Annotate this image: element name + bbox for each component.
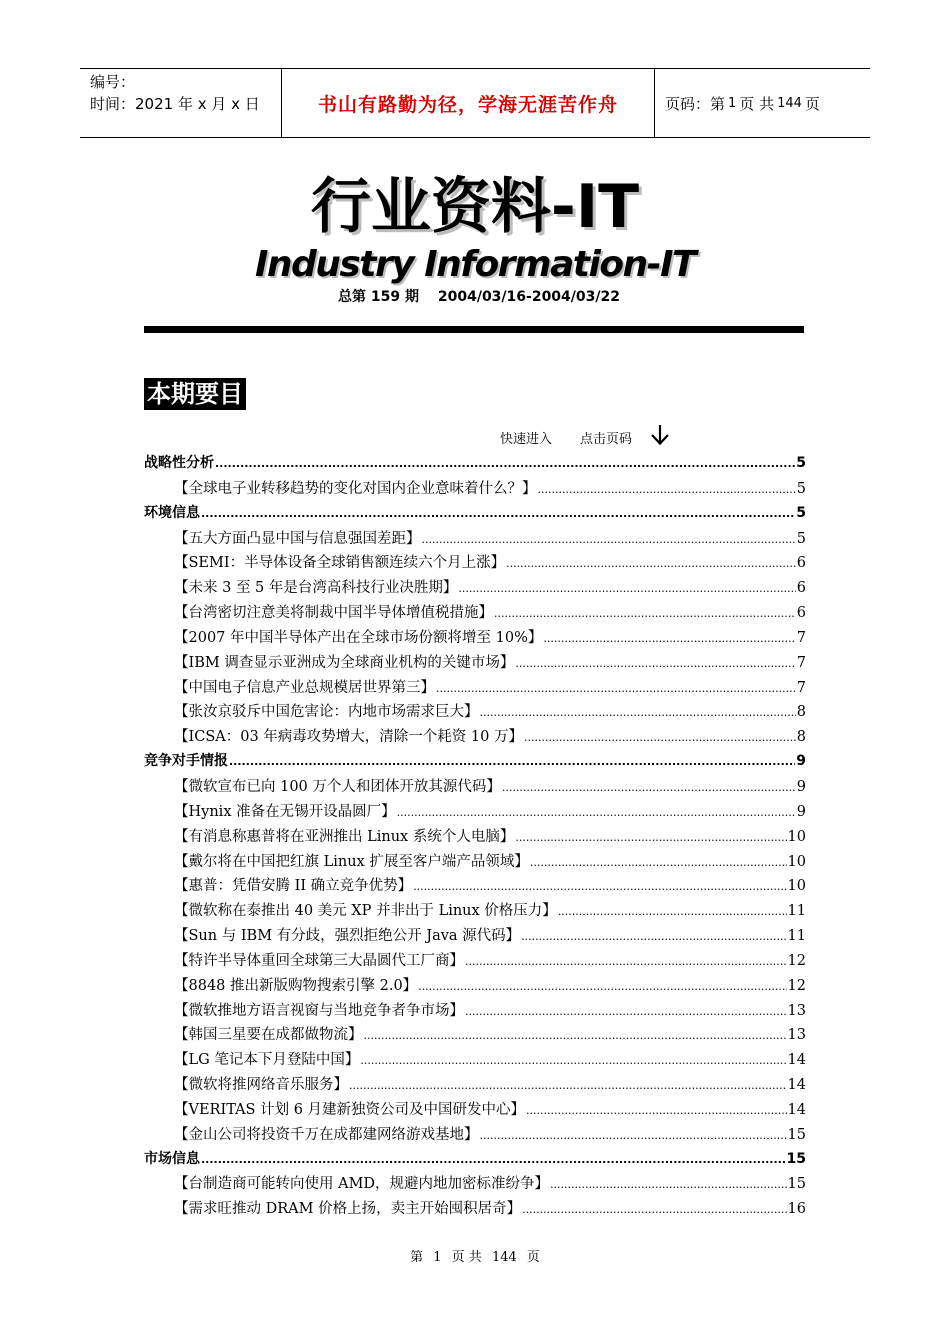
- issue-number: 总第 159 期: [338, 289, 419, 305]
- toc-page-number[interactable]: 11: [787, 928, 806, 945]
- toc-page-number[interactable]: 6: [796, 580, 806, 597]
- toc-page-number[interactable]: 14: [787, 1052, 806, 1069]
- toc-entry-title: 【五大方面凸显中国与信息强国差距】: [174, 530, 421, 547]
- toc-leader-dots: [524, 731, 796, 744]
- toc-entry-link[interactable]: [144, 974, 806, 999]
- toc-entry-title: 【IBM 调查显示亚洲成为全球商业机构的关键市场】: [174, 654, 515, 671]
- toc-leader-dots: [215, 457, 795, 470]
- document-time-label: 时间：2021 年 x 月 x 日: [90, 95, 260, 113]
- toc-page-number[interactable]: 16: [787, 1201, 806, 1218]
- toc-leader-dots: [538, 483, 796, 496]
- toc-page-number[interactable]: 14: [787, 1077, 806, 1094]
- toc-page-number[interactable]: 15: [787, 1126, 806, 1143]
- toc-page-number[interactable]: 5: [796, 504, 806, 521]
- toc-entry-title: 【韩国三星要在成都做物流】: [174, 1027, 363, 1044]
- toc-page-number[interactable]: 7: [796, 654, 806, 671]
- toc-entry-title: 【中国电子信息产业总规模居世界第三】: [174, 679, 435, 696]
- toc-entry-title: 环境信息: [144, 504, 200, 521]
- toc-page-number[interactable]: 14: [787, 1101, 806, 1118]
- toc-page-number[interactable]: 13: [787, 1002, 806, 1019]
- header-page-total: 144: [777, 95, 802, 111]
- toc-page-number[interactable]: 12: [787, 977, 806, 994]
- toc-entry-link[interactable]: [144, 874, 806, 899]
- toc-entry-link[interactable]: [144, 999, 806, 1024]
- toc-entry-title: 战略性分析: [144, 455, 214, 471]
- arrow-down-icon: [650, 424, 670, 446]
- toc-section-link[interactable]: [144, 750, 806, 775]
- toc-entry-link[interactable]: [144, 551, 806, 576]
- toc-leader-dots: [458, 582, 795, 595]
- section-title: 本期要目: [144, 378, 246, 410]
- toc-entry-title: 市场信息: [144, 1150, 200, 1167]
- toc-page-number[interactable]: 6: [796, 555, 806, 572]
- toc-entry-link[interactable]: [144, 1172, 806, 1197]
- header-page-info: [655, 69, 870, 137]
- toc-entry-link[interactable]: [144, 477, 806, 502]
- toc-entry-title: 【ICSA：03 年病毒攻势增大，清除一个耗资 10 万】: [174, 729, 523, 746]
- toc-page-number[interactable]: 15: [786, 1150, 806, 1167]
- document-subtitle: Industry Information-IT: [254, 244, 696, 285]
- toc-entry-title: 【2007 年中国半导体产出在全球市场份额将增至 10%】: [174, 629, 543, 646]
- toc-entry-title: 【金山公司将投资千万在成都建网络游戏基地】: [174, 1126, 479, 1143]
- toc-entry-title: 【台制造商可能转向使用 AMD，规避内地加密标准纷争】: [174, 1176, 550, 1193]
- toc-leader-dots: [465, 955, 787, 968]
- toc-entry-title: 【微软将推网络音乐服务】: [174, 1077, 348, 1094]
- page-header: [80, 68, 870, 138]
- toc-leader-dots: [397, 806, 796, 819]
- footer-mid: 页 共: [451, 1250, 482, 1265]
- toc-page-number[interactable]: 9: [796, 778, 806, 795]
- toc-leader-dots: [515, 657, 795, 670]
- toc-page-number[interactable]: 10: [787, 878, 806, 895]
- toc-entry-link[interactable]: [144, 949, 806, 974]
- toc-entry-link[interactable]: [144, 700, 806, 725]
- footer-suffix: 页: [526, 1250, 540, 1265]
- toc-leader-dots: [360, 1054, 786, 1067]
- toc-entry-title: 【台湾密切注意美将制裁中国半导体增值税措施】: [174, 605, 493, 622]
- toc-entry-link[interactable]: [144, 800, 806, 825]
- toc-leader-dots: [413, 880, 786, 893]
- toc-leader-dots: [436, 682, 796, 695]
- quick-access-label: 快速进入: [500, 432, 553, 447]
- toc-page-number[interactable]: 5: [796, 455, 806, 471]
- toc-leader-dots: [465, 1005, 787, 1018]
- toc-entry-title: 【张汝京驳斥中国危害论：内地市场需求巨大】: [174, 704, 479, 721]
- toc-entry-title: 【VERITAS 计划 6 月建新独资公司及中国研发中心】: [174, 1101, 526, 1118]
- toc-page-number[interactable]: 15: [787, 1176, 806, 1193]
- document-number-label: 编号：: [90, 73, 136, 91]
- toc-entry-link[interactable]: [144, 1098, 806, 1123]
- toc-page-number[interactable]: 7: [796, 679, 806, 696]
- toc-leader-dots: [480, 1129, 787, 1142]
- quick-access-hint: 点击页码: [580, 432, 633, 447]
- page-footer: [0, 1246, 950, 1265]
- toc-entry-title: 【Hynix 准备在无锡开设晶圆厂】: [174, 803, 396, 820]
- header-meta: [80, 69, 282, 137]
- toc-entry-link[interactable]: [144, 1023, 806, 1048]
- toc-entry-link[interactable]: [144, 651, 806, 676]
- table-of-contents: [144, 452, 806, 1222]
- toc-page-number[interactable]: 6: [796, 605, 806, 622]
- toc-leader-dots: [480, 706, 796, 719]
- toc-entry-title: 【需求旺推动 DRAM 价格上扬，卖主开始囤积居奇】: [174, 1201, 522, 1218]
- toc-page-number[interactable]: 12: [787, 952, 806, 969]
- toc-page-number[interactable]: 5: [796, 530, 806, 547]
- issue-dates: 2004/03/16-2004/03/22: [437, 289, 620, 305]
- toc-entry-link[interactable]: [144, 1073, 806, 1098]
- toc-entry-link[interactable]: [144, 676, 806, 701]
- toc-leader-dots: [201, 507, 795, 520]
- toc-entry-link[interactable]: [144, 825, 806, 850]
- toc-leader-dots: [530, 856, 787, 869]
- toc-entry-link[interactable]: [144, 725, 806, 750]
- title-divider: [144, 326, 804, 333]
- toc-leader-dots: [229, 755, 795, 768]
- toc-entry-title: 【戴尔将在中国把红旗 Linux 扩展至客户端产品领域】: [174, 853, 529, 870]
- toc-entry-link[interactable]: [144, 601, 806, 626]
- toc-entry-title: 【Sun 与 IBM 有分歧，强烈拒绝公开 Java 源代码】: [174, 928, 521, 945]
- toc-page-number[interactable]: 11: [787, 903, 806, 920]
- toc-entry-link[interactable]: [144, 899, 806, 924]
- toc-entry-link[interactable]: [144, 850, 806, 875]
- toc-page-number[interactable]: 9: [796, 753, 806, 770]
- toc-leader-dots: [418, 980, 786, 993]
- toc-leader-dots: [521, 930, 786, 943]
- toc-section-link[interactable]: [144, 1148, 806, 1173]
- quick-access: [500, 428, 670, 447]
- footer-total-pages: 144: [491, 1250, 517, 1265]
- toc-page-number[interactable]: 7: [796, 629, 806, 646]
- toc-entry-title: 【SEMI：半导体设备全球销售额连续六个月上涨】: [174, 555, 506, 572]
- toc-entry-title: 【特许半导体重回全球第三大晶圆代工厂商】: [174, 952, 464, 969]
- toc-page-number[interactable]: 8: [796, 729, 806, 746]
- toc-entry-link[interactable]: [144, 527, 806, 552]
- toc-leader-dots: [422, 533, 796, 546]
- toc-entry-link[interactable]: [144, 775, 806, 800]
- toc-entry-title: 竞争对手情报: [144, 753, 228, 770]
- toc-page-number[interactable]: 5: [796, 480, 806, 497]
- toc-entry-link[interactable]: [144, 924, 806, 949]
- toc-entry-link[interactable]: [144, 576, 806, 601]
- toc-entry-title: 【8848 推出新版购物搜索引擎 2.0】: [174, 977, 418, 994]
- toc-leader-dots: [201, 1153, 786, 1166]
- toc-entry-link[interactable]: [144, 1123, 806, 1148]
- toc-entry-link[interactable]: [144, 626, 806, 651]
- toc-entry-title: 【微软推地方语言视窗与当地竞争者争市场】: [174, 1002, 464, 1019]
- toc-leader-dots: [526, 1104, 787, 1117]
- toc-entry-title: 【惠普：凭借安腾 II 确立竞争优势】: [174, 878, 413, 895]
- toc-leader-dots: [494, 607, 796, 620]
- document-title: 行业资料-IT: [310, 172, 640, 242]
- header-motto: 书山有路勤为径，学海无涯苦作舟: [282, 69, 655, 137]
- toc-leader-dots: [543, 632, 795, 645]
- toc-section-link[interactable]: [144, 502, 806, 527]
- header-page-mid: 页 共: [739, 94, 775, 113]
- toc-entry-link[interactable]: [144, 1048, 806, 1073]
- toc-entry-title: 【未来 3 至 5 年是台湾高科技行业决胜期】: [174, 580, 458, 597]
- issue-info: [338, 286, 620, 306]
- toc-section-link[interactable]: [144, 452, 806, 477]
- toc-entry-title: 【微软宣布已向 100 万个人和团体开放其源代码】: [174, 778, 501, 795]
- toc-page-number[interactable]: 8: [796, 704, 806, 721]
- toc-leader-dots: [522, 1203, 786, 1216]
- toc-leader-dots: [364, 1029, 787, 1042]
- toc-page-number[interactable]: 10: [787, 828, 806, 845]
- toc-entry-title: 【微软称在泰推出 40 美元 XP 并非出于 Linux 价格压力】: [174, 903, 557, 920]
- toc-entry-link[interactable]: [144, 1197, 806, 1222]
- toc-leader-dots: [515, 831, 786, 844]
- toc-leader-dots: [558, 905, 787, 918]
- toc-leader-dots: [502, 781, 796, 794]
- footer-prefix: 第: [410, 1250, 424, 1265]
- toc-page-number[interactable]: 9: [796, 803, 806, 820]
- toc-entry-title: 【全球电子业转移趋势的变化对国内企业意味着什么？】: [174, 480, 537, 497]
- header-page-end: 页: [804, 94, 820, 113]
- header-page-label: 页码：第: [665, 94, 726, 113]
- toc-leader-dots: [550, 1178, 786, 1191]
- toc-leader-dots: [349, 1079, 787, 1092]
- toc-entry-title: 【有消息称惠普将在亚洲推出 Linux 系统个人电脑】: [174, 828, 515, 845]
- header-page-current: 1: [728, 95, 737, 111]
- toc-page-number[interactable]: 10: [787, 853, 806, 870]
- toc-entry-title: 【LG 笔记本下月登陆中国】: [174, 1052, 360, 1069]
- toc-leader-dots: [506, 557, 796, 570]
- footer-current-page: 1: [433, 1250, 442, 1265]
- toc-page-number[interactable]: 13: [787, 1027, 806, 1044]
